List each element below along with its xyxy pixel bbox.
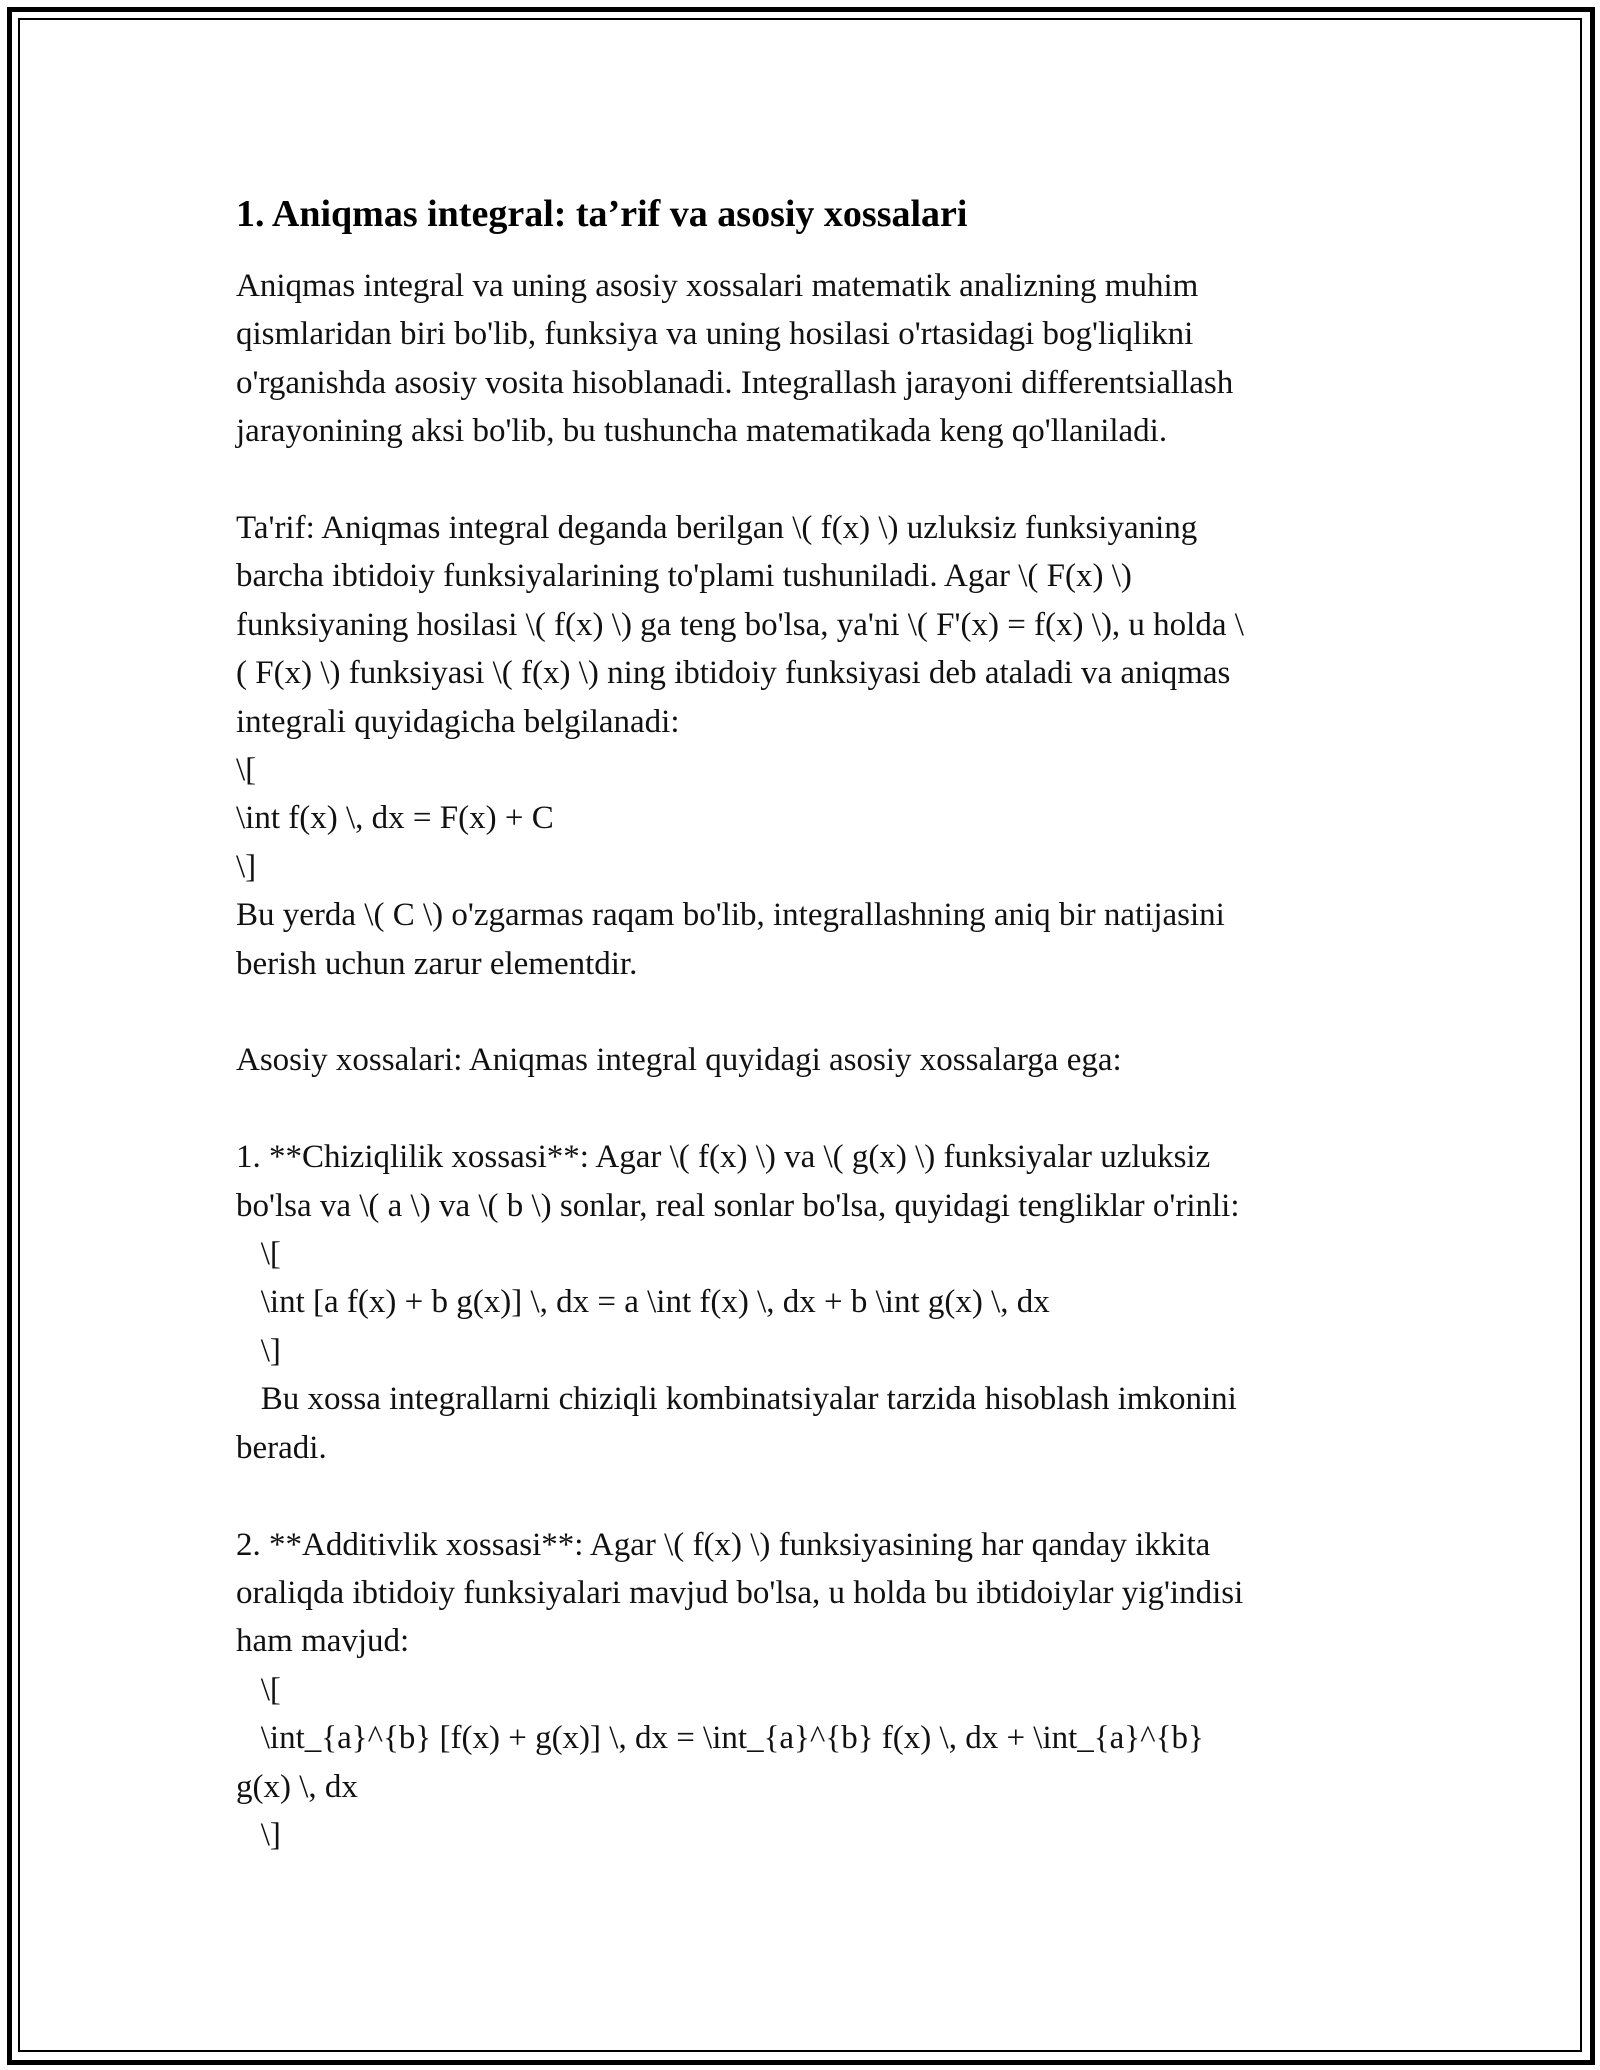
paragraph-gap xyxy=(236,1472,1366,1520)
intro-paragraph: Aniqmas integral va uning asosiy xossalari matematik analizning muhim qismlaridan biri bo'lib, funksiya va uning hosilasi o'rtasidagi bog'liqlikni o'rganishda asosiy vosita hisoblanadi. Integrallash jarayoni differentsiallash jarayonining aksi bo'lib, bu tushuncha matematikada keng qo'llaniladi. xyxy=(236,268,1234,450)
document-body xyxy=(236,186,1366,1859)
paragraph-gap xyxy=(236,988,1366,1036)
paragraph-gap xyxy=(236,1085,1366,1133)
paragraph-gap xyxy=(236,456,1366,504)
definition-paragraph: Ta'rif: Aniqmas integral deganda berilgan \( f(x) \) uzluksiz funksiyaning barcha ibtidoiy funksiyalarining to'plami tushuniladi. Agar \( F(x) \) funksiyaning hosilasi \( f(x) \) ga teng bo'lsa, ya'ni \( F'(x) = f(x) \), u holda \ ( F(x) \) funksiyasi \( f(x) \) ning ibtidoiy funksiyasi deb ataladi va aniqmas integrali quyidagicha belgilanadi: \[ \int f(x) \, dx = F(x) + C \] Bu yerda \( C \) o'zgarmas raqam bo'lib, integrallashning aniq bir natijasini berish uchun zarur elementdir. xyxy=(236,510,1244,982)
linearity-property-paragraph: 1. **Chiziqlilik xossasi**: Agar \( f(x) \) va \( g(x) \) funksiyalar uzluksiz bo'lsa va \( a \) va \( b \) sonlar, real sonlar bo'lsa, quyidagi tengliklar o'rinli: \[ \int [a f(x) + b g(x)] \, dx = a \int f(x) \, dx + b \int g(x) \, dx \] Bu xossa integrallarni chiziqli kombinatsiyalar tarzida hisoblash imkonini beradi. xyxy=(236,1139,1240,1466)
additivity-property-paragraph: 2. **Additivlik xossasi**: Agar \( f(x) \) funksiyasining har qanday ikkita oraliqda ibtidoiy funksiyalari mavjud bo'lsa, u holda bu ibtidoiylar yig'indisi ham mavjud: \[ \int_{a}^{b} [f(x) + g(x)] \, dx = \int_{a}^{b} f(x) \, dx + \int_{a}^{b} g(x) \, dx \] xyxy=(236,1526,1244,1853)
section-heading: 1. Aniqmas integral: ta’rif va asosiy xossalari xyxy=(236,193,968,235)
properties-intro-paragraph: Asosiy xossalari: Aniqmas integral quyidagi asosiy xossalarga ega: xyxy=(236,1042,1122,1079)
